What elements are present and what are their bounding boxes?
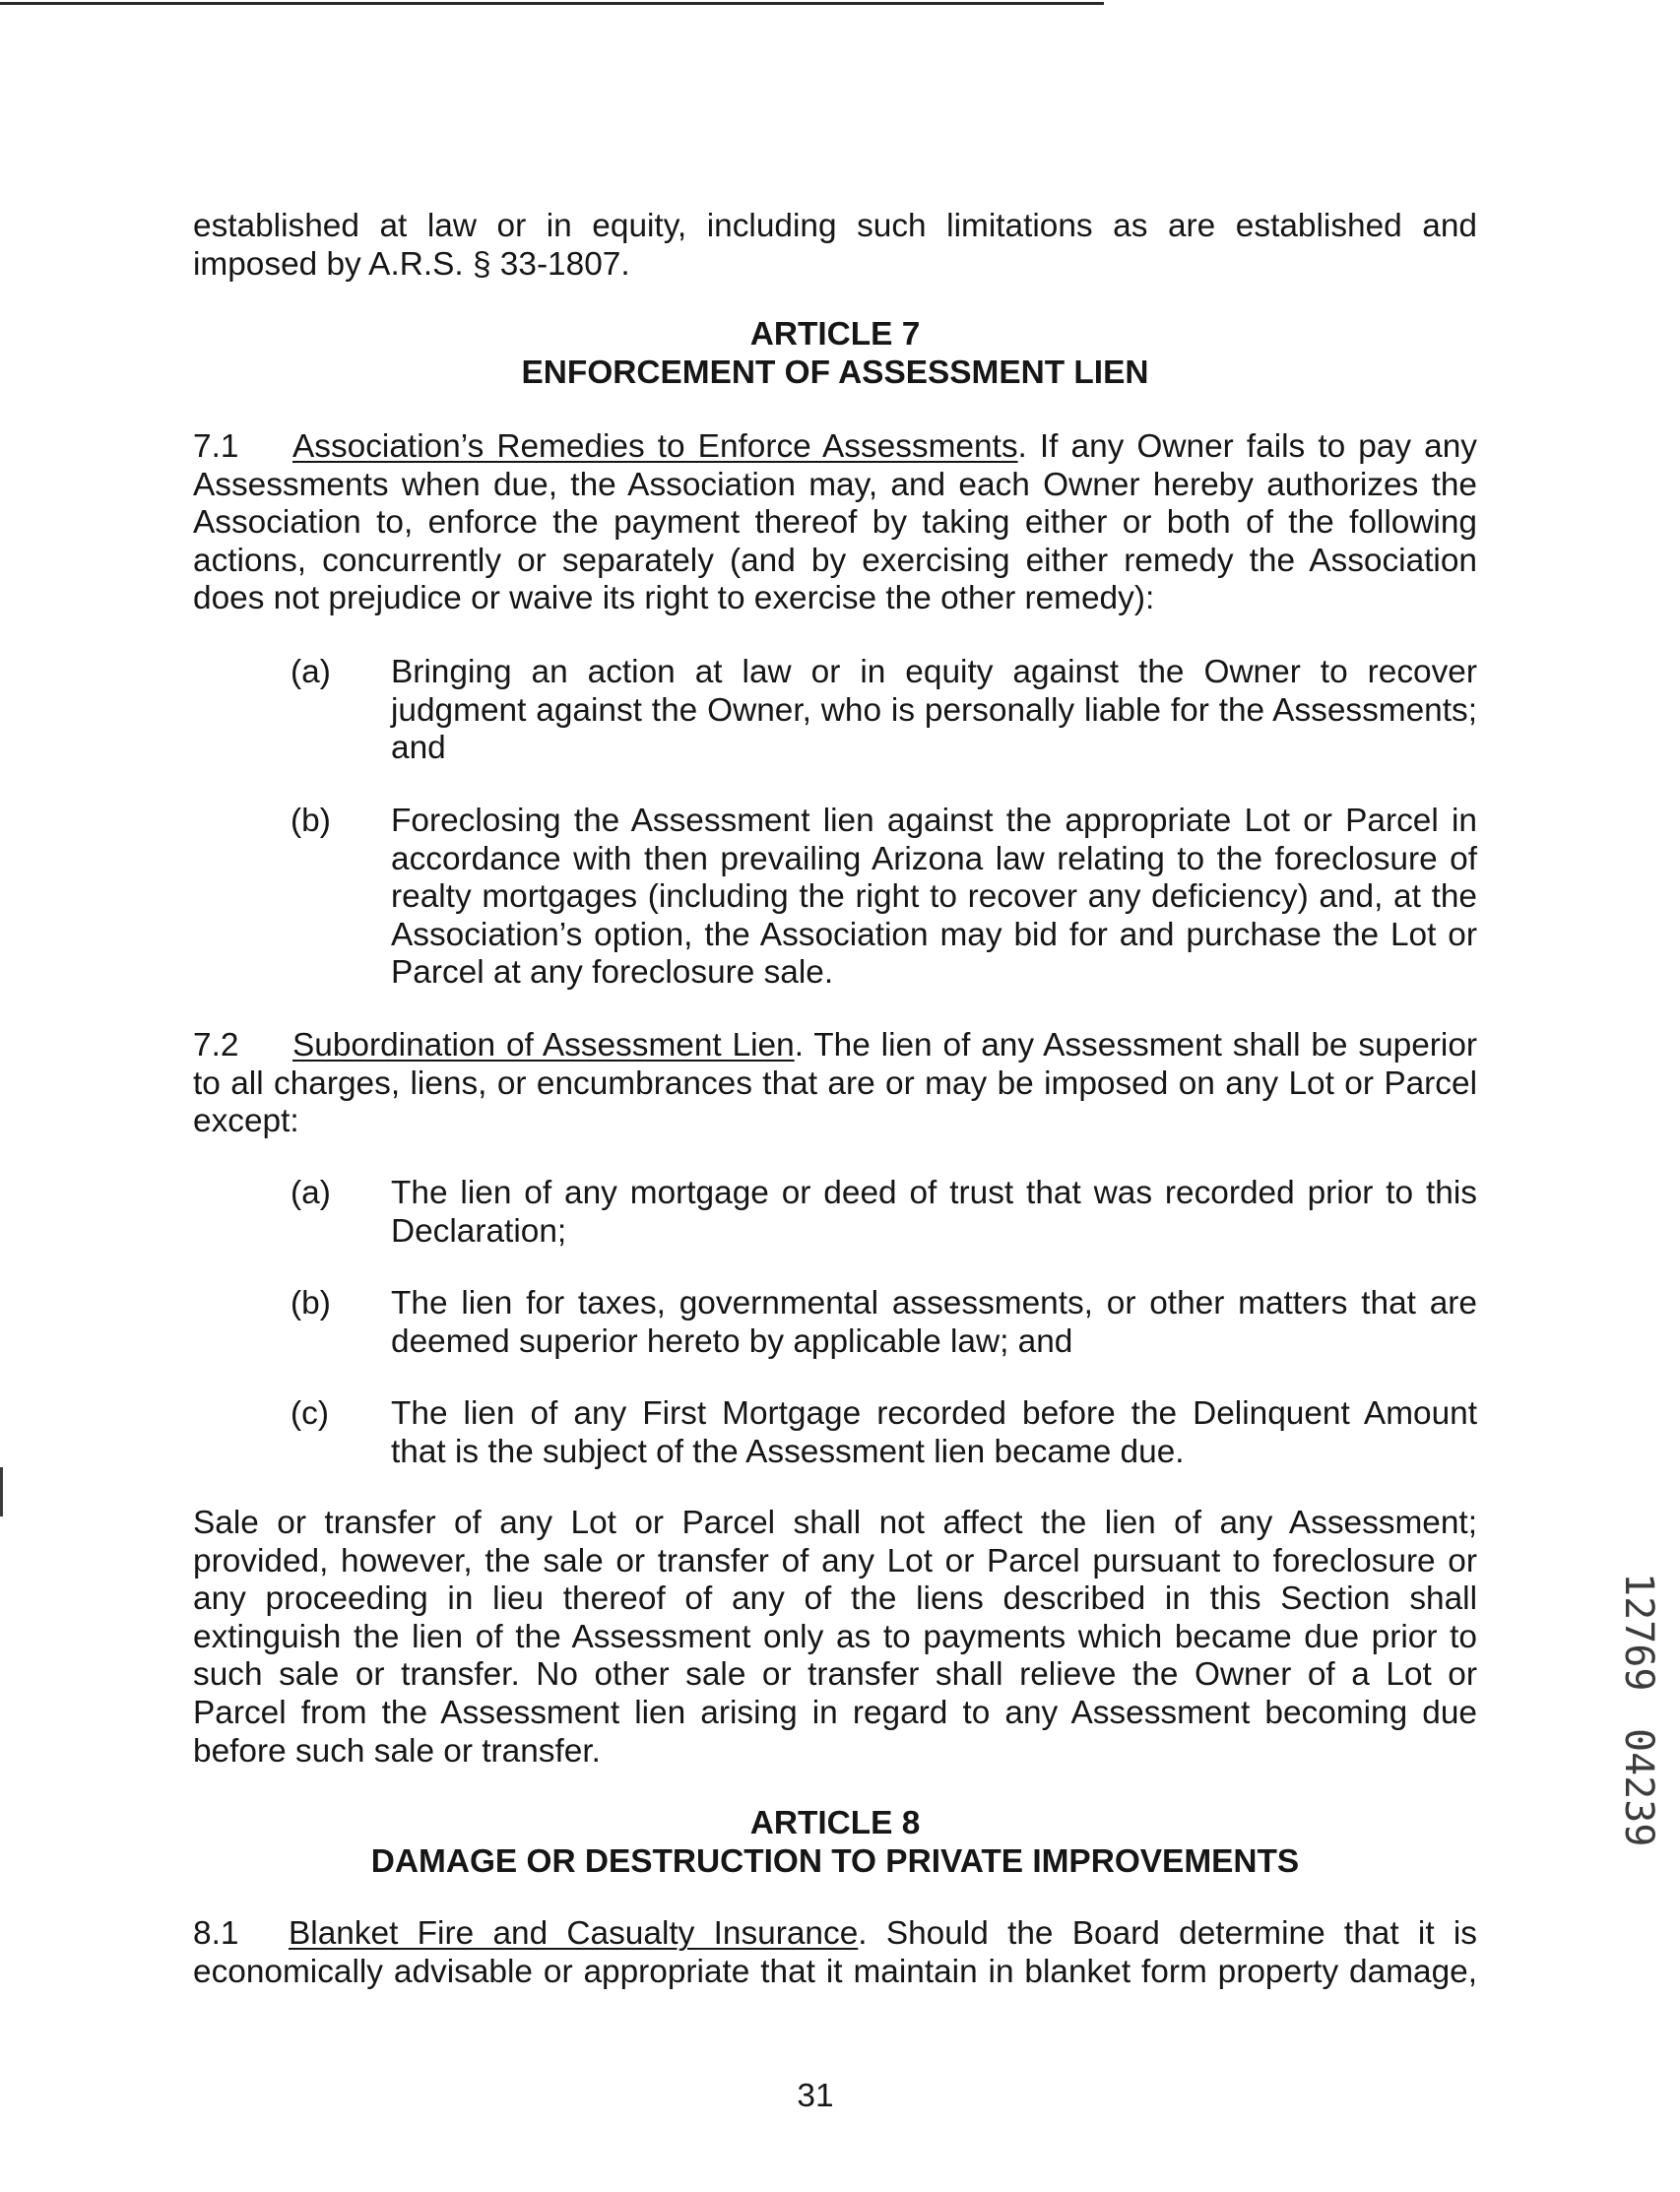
list-item-label: (a) [291,1175,331,1211]
list-item-line: Association’s option, the Association may bid for and purchase the Lot or [391,916,1477,953]
article-label: ARTICLE 8 [749,1805,921,1841]
article-title: ENFORCEMENT OF ASSESSMENT LIEN [521,354,1149,391]
article-label: ARTICLE 7 [749,316,921,353]
list-item-label: (b) [291,803,331,839]
list-item-line: Bringing an action at law or in equity against the Owner to recover [391,654,1477,690]
list-item-line: deemed superior hereto by applicable law; and [391,1322,1073,1360]
paragraph-line: Association to, enforce the payment thereof by taking either or both of the following [193,504,1477,542]
paragraph-line: except: [193,1103,299,1140]
paragraph-line: does not prejudice or waive its right to exercise the other remedy): [193,580,1155,617]
list-item-line: accordance with then prevailing Arizona law relating to the foreclosure of [391,840,1477,877]
scan-top-edge-line [0,2,1104,5]
list-item-text [391,1395,1477,1471]
paragraph-line: Sale or transfer of any Lot or Parcel shall not affect the lien of any Assessment; [193,1505,1477,1541]
list-item-line: judgment against the Owner, who is personally liable for the Assessments; [391,691,1477,729]
section-text: . Should the Board determine that it is [858,1915,1477,1952]
article-8-heading [193,1805,1477,1881]
list-item-line: Declaration; [391,1212,567,1250]
list-item-line: Foreclosing the Assessment lien against the appropriate Lot or Parcel in [391,803,1477,839]
paragraph-line: Assessments when due, the Association may, and each Owner hereby authorizes the [193,466,1477,503]
list-item-text [391,803,1477,993]
list-item-line: The lien of any mortgage or deed of trust that was recorded prior to this [391,1175,1477,1211]
closing-paragraph [193,1505,1477,1771]
section-text: . If any Owner fails to pay any [1017,428,1477,465]
list-item-line: The lien for taxes, governmental assessments, or other matters that are [391,1285,1477,1322]
section-number: 7.1 [193,428,239,465]
article-title: DAMAGE OR DESTRUCTION TO PRIVATE IMPROVEMENTS [370,1842,1300,1880]
paragraph-line: before such sale or transfer. [193,1732,601,1770]
section-7-1 [193,428,1477,618]
stamp-number-first: 12769 [1616,1573,1661,1692]
paragraph-line: imposed by A.R.S. § 33-1807. [193,245,630,283]
paragraph-line: Parcel from the Assessment lien arising in regard to any Assessment becoming due [193,1694,1477,1731]
paragraph-line [193,1027,1477,1065]
section-heading: Blanket Fire and Casualty Insurance [289,1915,859,1952]
scan-left-edge-mark [0,1467,3,1516]
section-number: 7.2 [193,1027,239,1064]
stamp-number-second: 04239 [1616,1728,1661,1847]
list-item-label: (b) [291,1285,331,1322]
margin-recording-stamp [1616,1573,1661,1847]
list-item-text [391,1285,1477,1361]
list-item-text [391,1175,1477,1251]
paragraph-line: economically advisable or appropriate that it maintain in blanket form property damage, [193,1953,1477,1990]
paragraph-line: actions, concurrently or separately (and by exercising either remedy the Association [193,542,1477,579]
list-item-line: and [391,730,446,767]
paragraph-line: to all charges, liens, or encumbrances that are or may be imposed on any Lot or Parcel [193,1064,1477,1102]
list-item-label: (c) [291,1395,329,1432]
section-heading: Subordination of Assessment Lien [292,1027,795,1064]
paragraph-line [193,1915,1477,1954]
paragraph-line: such sale or transfer. No other sale or transfer shall relieve the Owner of a Lot or [193,1656,1477,1694]
list-item-line: realty mortgages (including the right to recover any deficiency) and, at the [391,878,1477,916]
list-item-label: (a) [291,654,331,690]
section-text: . The lien of any Assessment shall be superior [794,1027,1478,1064]
page-number: 31 [797,2078,834,2114]
continued-paragraph [193,208,1477,284]
section-number: 8.1 [193,1915,239,1952]
paragraph-line: provided, however, the sale or transfer of any Lot or Parcel pursuant to foreclosure or [193,1542,1477,1580]
section-8-1 [193,1915,1477,1991]
paragraph-line: extinguish the lien of the Assessment only as to payments which became due prior to [193,1618,1477,1655]
list-item-line: that is the subject of the Assessment lien became due. [391,1433,1185,1470]
paragraph-line: any proceeding in lieu thereof of any of the liens described in this Section shall [193,1580,1477,1618]
list-item-line: Parcel at any foreclosure sale. [391,954,834,992]
section-7-2 [193,1027,1477,1141]
list-item-text [391,654,1477,768]
article-7-heading [193,316,1477,392]
list-item-line: The lien of any First Mortgage recorded before the Delinquent Amount [391,1395,1477,1432]
section-heading: Association’s Remedies to Enforce Assessments [292,428,1018,465]
paragraph-line: established at law or in equity, including such limitations as are established and [193,208,1477,244]
paragraph-line [193,428,1477,467]
